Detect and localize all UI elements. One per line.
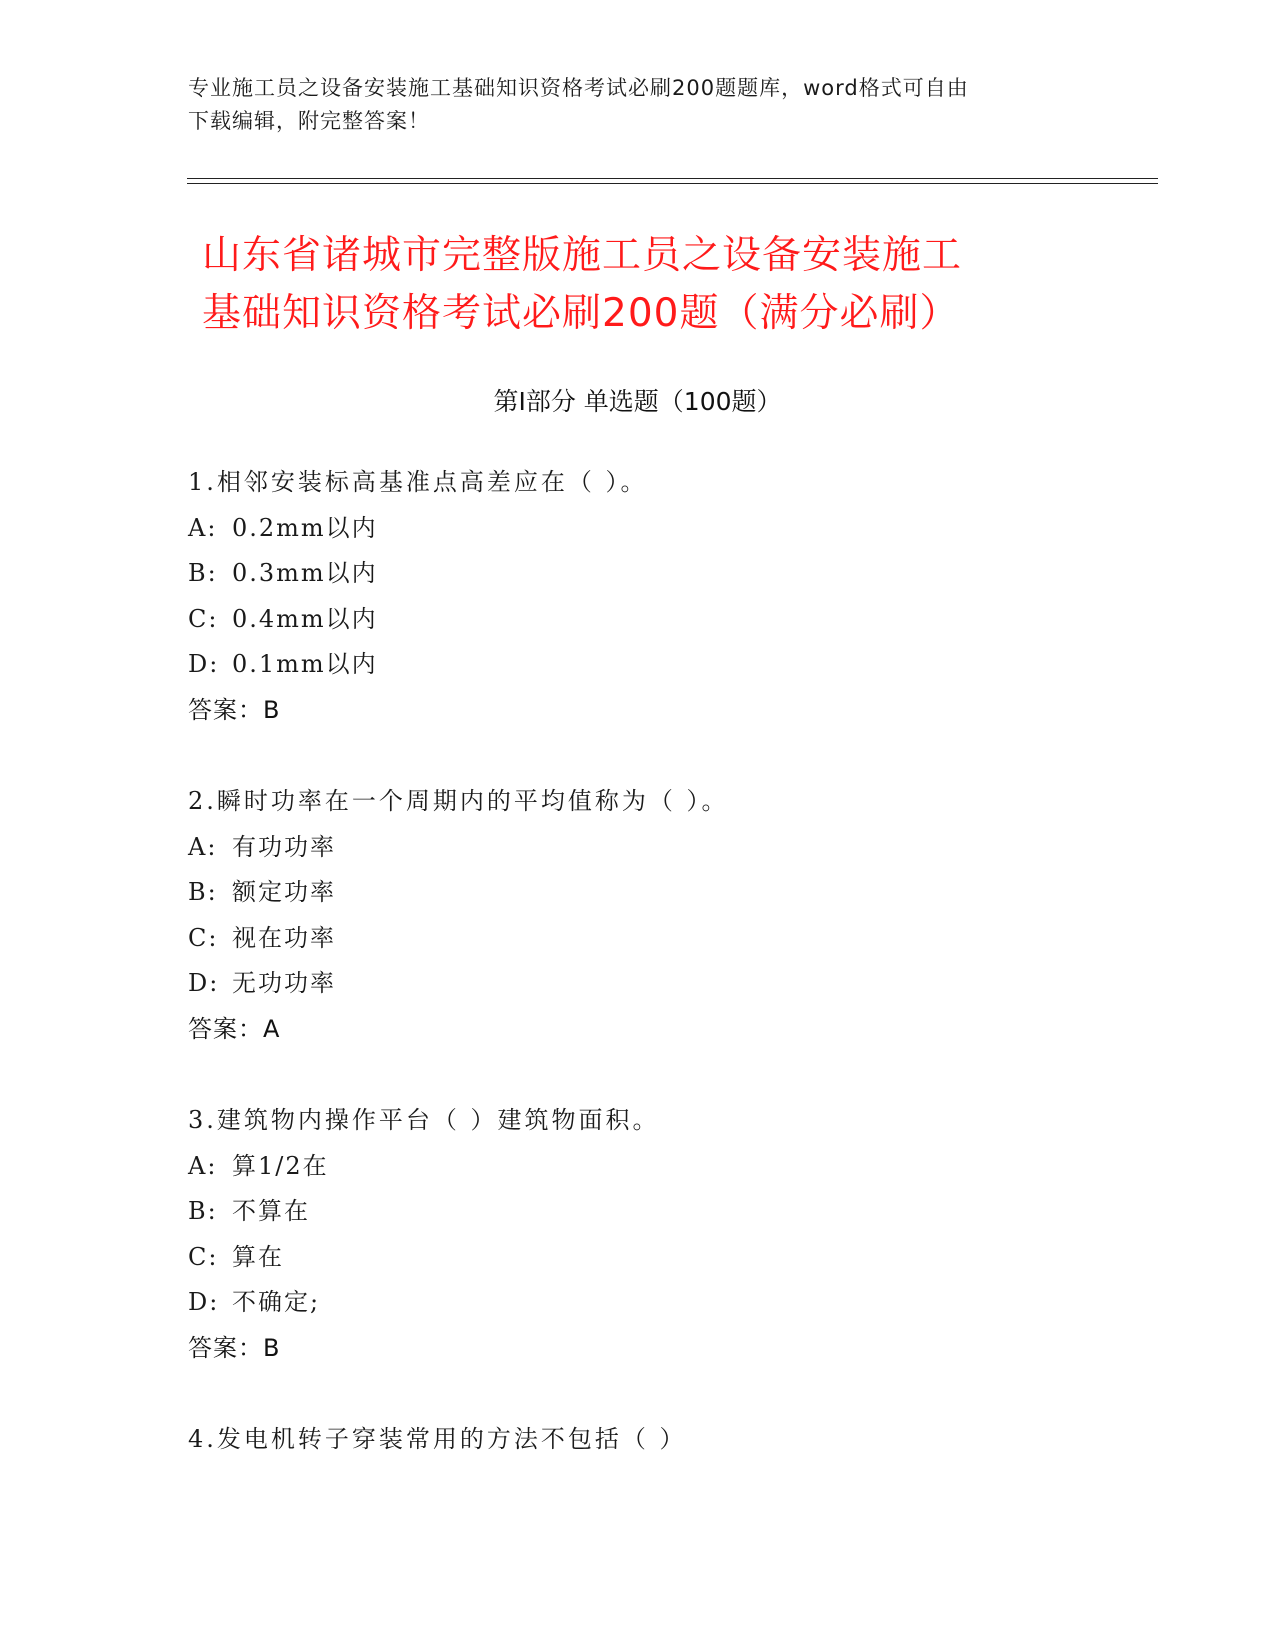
- question-1: [188, 460, 1148, 733]
- intro-line-2: 下载编辑，附完整答案！: [188, 109, 430, 133]
- question-2: [188, 779, 1148, 1052]
- option-key: C:: [188, 604, 219, 633]
- header-divider-bottom: [187, 183, 1158, 184]
- option-b: [188, 870, 1148, 916]
- option-text: 额定功率: [232, 878, 336, 906]
- option-text: 0.1mm以内: [232, 650, 378, 678]
- question-stem: 4.发电机转子穿装常用的方法不包括（ ）: [188, 1425, 687, 1453]
- option-text: 视在功率: [232, 923, 336, 952]
- option-c: [188, 597, 1148, 643]
- option-b: [188, 551, 1148, 597]
- document-title: [202, 227, 1102, 343]
- option-a: [188, 1144, 1148, 1190]
- section-heading: 第Ⅰ部分 单选题（100题）: [493, 387, 782, 416]
- option-key: C:: [188, 1242, 219, 1271]
- option-text: 0.2mm以内: [232, 513, 378, 542]
- option-key: B:: [188, 878, 218, 906]
- answer: 答案：B: [188, 1333, 281, 1362]
- option-text: 算在: [232, 1242, 284, 1271]
- option-text: 不算在: [232, 1197, 310, 1225]
- option-a: [188, 506, 1148, 552]
- option-text: 算1/2在: [232, 1151, 329, 1180]
- question-stem: 1.相邻安装标高基准点高差应在（ ）。: [188, 468, 648, 496]
- title-line-1: 山东省诸城市完整版施工员之设备安装施工: [202, 233, 963, 278]
- option-key: B:: [188, 559, 218, 587]
- question-4: [188, 1417, 1148, 1463]
- question-stem: 3.建筑物内操作平台（ ）建筑物面积。: [188, 1106, 660, 1134]
- question-3: [188, 1098, 1148, 1371]
- option-key: C:: [188, 923, 219, 952]
- option-d: [188, 961, 1148, 1007]
- option-key: A:: [188, 832, 218, 861]
- option-key: A:: [188, 513, 218, 542]
- option-key: D:: [188, 1288, 220, 1316]
- option-text: 不确定;: [232, 1288, 321, 1316]
- header-divider-top: [187, 178, 1158, 179]
- option-text: 无功功率: [232, 969, 336, 997]
- option-a: [188, 825, 1148, 871]
- option-d: [188, 642, 1148, 688]
- intro-paragraph: [188, 72, 1088, 138]
- option-c: [188, 1235, 1148, 1281]
- intro-line-1: 专业施工员之设备安装施工基础知识资格考试必刷200题题库，word格式可自由: [188, 76, 969, 100]
- option-d: [188, 1280, 1148, 1326]
- option-text: 0.3mm以内: [232, 559, 378, 587]
- option-key: A:: [188, 1151, 218, 1180]
- option-text: 有功功率: [232, 832, 336, 861]
- option-b: [188, 1189, 1148, 1235]
- question-stem: 2.瞬时功率在一个周期内的平均值称为（ ）。: [188, 787, 729, 815]
- answer: 答案：B: [188, 695, 281, 724]
- title-line-2: 基础知识资格考试必刷200题（满分必刷）: [202, 291, 960, 336]
- option-c: [188, 916, 1148, 962]
- option-key: D:: [188, 650, 220, 678]
- answer: 答案：A: [188, 1014, 281, 1043]
- option-text: 0.4mm以内: [232, 604, 378, 633]
- option-key: B:: [188, 1197, 218, 1225]
- option-key: D:: [188, 969, 220, 997]
